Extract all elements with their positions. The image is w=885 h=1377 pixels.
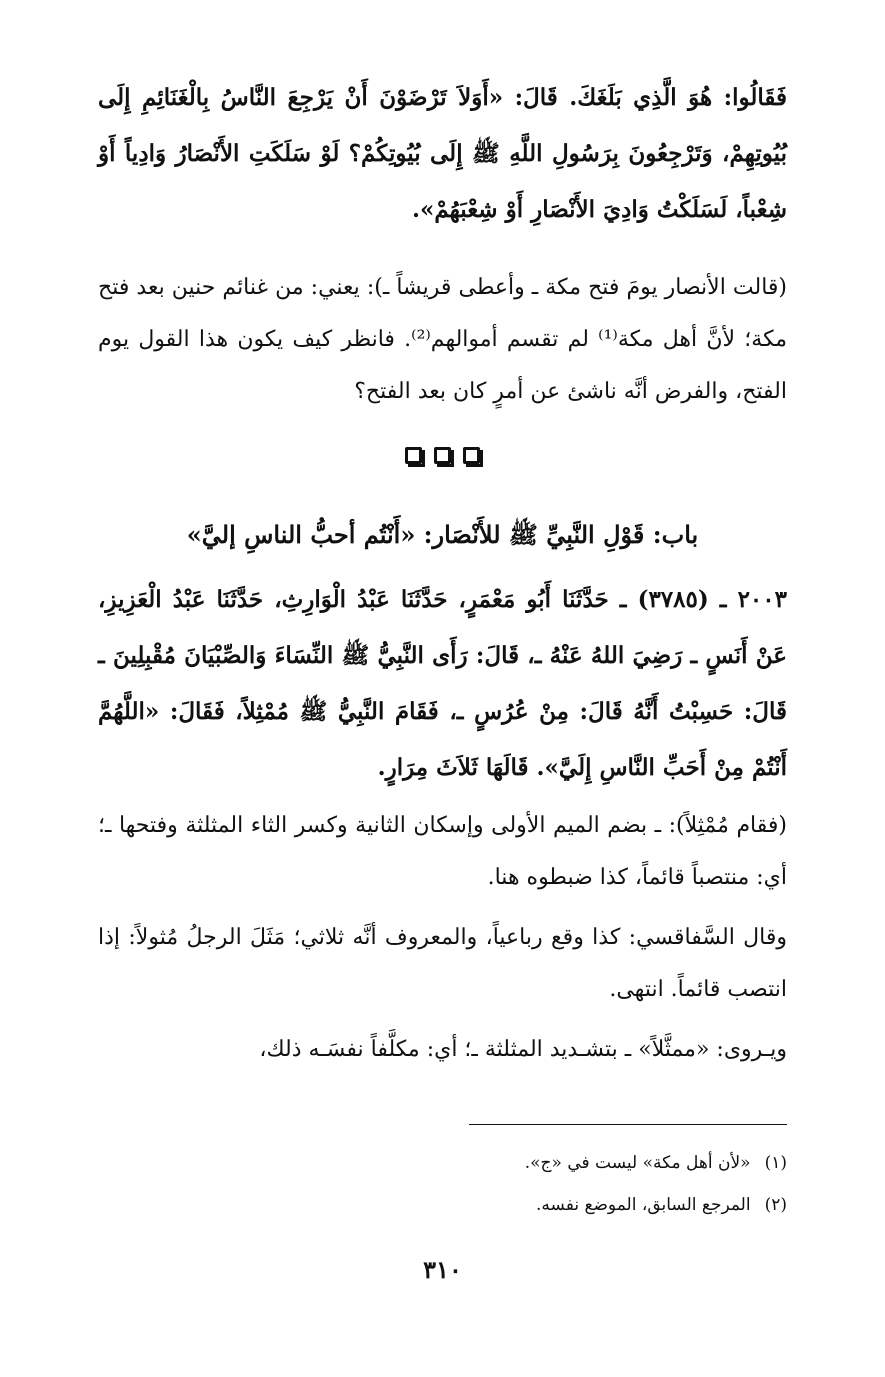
square-ornament-icon [405,447,422,464]
footnote-text: «لأن أهل مكة» ليست في «ج». [524,1153,751,1173]
footnote-divider [469,1124,787,1125]
footnote [98,1190,787,1220]
footnote-number: (٢) [764,1195,787,1215]
page-number: ٣١٠ [423,1255,462,1284]
footnote-number: (١) [764,1153,787,1173]
hadith-text: ٢٠٠٣ ـ (٣٧٨٥) ـ حَدَّثَنَا أَبُو مَعْمَرٍ، حَدَّثَنَا عَبْدُ الْوَارِثِ، حَدَّثَنَا عَبْدُ الْعَزِيزِ، عَنْ أَنَسٍ ـ رَضِيَ اللهُ عَنْهُ ـ، قَالَ: رَأَى النَّبِيُّ ﷺ النِّسَاءَ وَالصِّبْيَانَ مُقْبِلِينَ ـ قَالَ: حَسِبْتُ أَنَّهُ قَالَ: مِنْ عُرُسٍ ـ، فَقَامَ النَّبِيُّ ﷺ مُمْثِلاً، فَقَالَ: «اللَّهُمَّ أَنْتُمْ مِنْ أَحَبِّ النَّاسِ إِلَيَّ». قَالَهَا ثَلاَثَ مِرَارٍ. [98,586,787,781]
footnote-text: المرجع السابق، الموضع نفسه. [536,1195,751,1215]
commentary-paragraph: ويـروى: «ممثَّلاً» ـ بتشـديد المثلثة ـ؛ أي: مكلَّفاً نفسَـه ذلك، [259,1037,787,1062]
hadith-continuation: فَقَالُوا: هُوَ الَّذِي بَلَغَكَ. قَالَ: «أَوَلاَ تَرْضَوْنَ أَنْ يَرْجِعَ النَّاسُ بِالْغَنَائِمِ إِلَى بُيُوتِهِمْ، وَتَرْجِعُونَ بِرَسُولِ اللَّهِ ﷺ إِلَى بُيُوتِكُمْ؟ لَوْ سَلَكَتِ الأَنْصَارُ وَادِياً أَوْ شِعْباً، لَسَلَكْتُ وَادِيَ الأَنْصَارِ أَوْ شِعْبَهُمْ». [98,84,787,223]
square-ornament-icon [463,447,480,464]
commentary-paragraph: وقال السَّفاقسي: كذا وقع رباعياً، والمعروف أنَّه ثلاثي؛ مَثَلَ الرجلُ مُثولاً: إذا انتصب قائماً. انتهى. [98,925,787,1002]
section-separator [0,447,885,464]
footnote [98,1148,787,1178]
chapter-heading: باب: قَوْلِ النَّبِيِّ ﷺ للأَنْصَار: «أَنْتُم أحبُّ الناسِ إليَّ» [186,520,699,549]
square-ornament-icon [434,447,451,464]
commentary-paragraph: (قالت الأنصار يومَ فتح مكة ـ وأعطى قريشاً ـ): يعني: من غنائم حنين بعد فتح مكة؛ لأنَّ أهل مكة⁽¹⁾ لم تقسم أموالهم⁽²⁾. فانظر كيف يكون هذا القول يوم الفتح، والفرض أنَّه ناشئ عن أمرٍ كان بعد الفتح؟ [98,275,788,404]
commentary-paragraph: (فقام مُمْثِلاً): ـ بضم الميم الأولى وإسكان الثانية وكسر الثاء المثلثة وفتحها ـ؛ أي: منتصباً قائماً، كذا ضبطوه هنا. [98,813,787,890]
